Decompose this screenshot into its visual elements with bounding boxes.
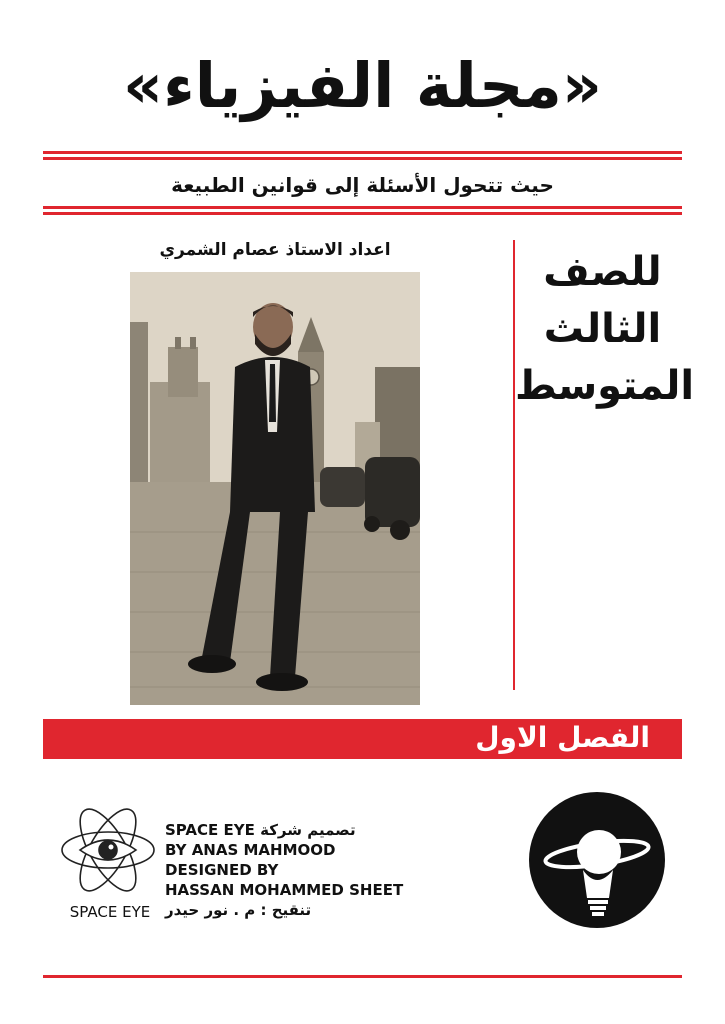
- grade-line-2: الثالث: [543, 305, 662, 352]
- credits-line-4: HASSAN MOHAMMED SHEET: [165, 881, 404, 899]
- atom-eye-icon: [58, 800, 158, 900]
- credits-line-1: SPACE EYE تصميم شركة: [165, 821, 356, 839]
- grade-line-3: المتوسط: [515, 362, 695, 409]
- author-credit: اعداد الاستاذ عصام الشمري: [159, 240, 391, 260]
- bottom-rule: [43, 975, 682, 978]
- top-rule-lower-2: [43, 212, 682, 215]
- grade-label: [515, 244, 695, 414]
- cover-photo-illustration: [130, 272, 420, 705]
- credits-line-5: تنقيح : م . نور حيدر: [165, 901, 312, 919]
- logo-label: SPACE EYE: [69, 903, 151, 921]
- top-rule-upper-1: [43, 151, 682, 154]
- top-rule-lower-1: [43, 206, 682, 209]
- design-credits: [165, 820, 425, 920]
- magazine-subtitle: حيث تتحول الأسئلة إلى قوانين الطبيعة: [171, 173, 554, 197]
- credits-line-3: DESIGNED BY: [165, 861, 279, 879]
- top-rule-upper-2: [43, 157, 682, 160]
- semester-band: [43, 719, 682, 759]
- grade-line-1: للصف: [543, 249, 662, 295]
- magazine-title: «مجلة الفيزياء»: [123, 49, 602, 122]
- semester-label: الفصل الاول: [475, 721, 650, 754]
- cover-photo: [130, 272, 420, 705]
- planet-lightbulb-icon: [527, 790, 667, 930]
- credits-line-2: BY ANAS MAHMOOD: [165, 841, 336, 859]
